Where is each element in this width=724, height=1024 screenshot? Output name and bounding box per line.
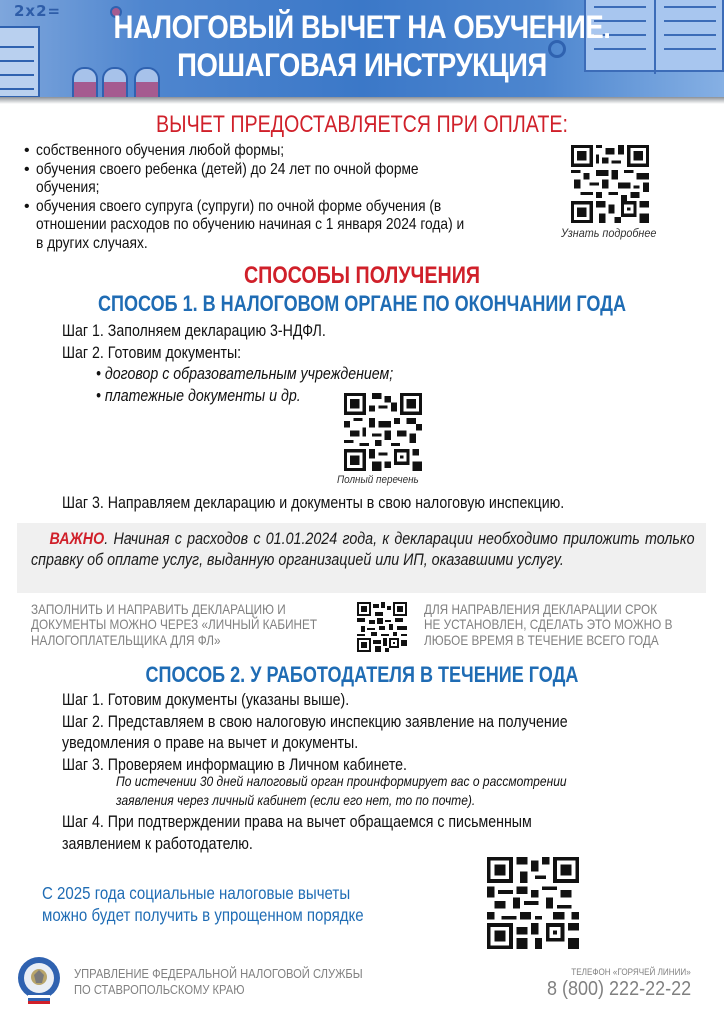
important-label: ВАЖНО xyxy=(49,529,105,548)
title-line-1: НАЛОГОВЫЙ ВЫЧЕТ НА ОБУЧЕНИЕ. xyxy=(113,9,611,45)
page-title xyxy=(51,8,674,84)
step-1: Шаг 1. Заполняем декларацию 3-НДФЛ. xyxy=(62,322,326,340)
important-text xyxy=(31,528,695,570)
qr-code-cabinet[interactable] xyxy=(357,602,407,652)
qr-code-icon xyxy=(571,145,649,223)
step-4-continued: заявлением к работодателю. xyxy=(62,834,253,853)
cabinet-note: ЗАПОЛНИТЬ И НАПРАВИТЬ ДЕКЛАРАЦИЮ И ДОКУМЕНТЫ МОЖНО ЧЕРЕЗ «ЛИЧНЫЙ КАБИНЕТ НАЛОГОПЛАТЕЛЬЩИКА ДЛЯ ФЛ» xyxy=(31,601,318,648)
deadline-note: ДЛЯ НАПРАВЛЕНИЯ ДЕКЛАРАЦИИ СРОК НЕ УСТАНОВЛЕН, СДЕЛАТЬ ЭТО МОЖНО В ЛЮБОЕ ВРЕМЯ В ТЕЧЕНИЕ ВСЕГО ГОДА xyxy=(424,601,673,648)
header-divider xyxy=(0,97,724,104)
qr-caption-learn-more: Узнать подробнее xyxy=(561,226,657,240)
step-1: Шаг 1. Готовим документы (указаны выше). xyxy=(62,691,350,709)
list-item: • договор с образовательным учреждением; xyxy=(96,365,394,383)
title-line-2: ПОШАГОВАЯ ИНСТРУКЦИЯ xyxy=(177,47,547,83)
step-4: Шаг 4. При подтверждении права на вычет обращаемся с письменным xyxy=(62,813,532,831)
step-3-note: По истечении 30 дней налоговый орган проинформирует вас о рассмотрении заявления через личный кабинет (если его нет, то по почте). xyxy=(116,773,567,808)
method-1-steps xyxy=(62,321,369,364)
list-item: • обучения своего супруга (супруги) по очной форме обучения (в отношении расходов по обучению начиная с 1 января 2024 года) и в других случаях. xyxy=(24,198,564,254)
step-2-continued: уведомления о праве на вычет и документы. xyxy=(62,734,359,752)
method-2-steps xyxy=(62,690,650,776)
list-item: • платежные документы и др. xyxy=(96,386,301,405)
method-1-heading: СПОСОБ 1. В НАЛОГОВОМ ОРГАНЕ ПО ОКОНЧАНИИ ГОДА xyxy=(97,291,627,316)
notebook-icon xyxy=(0,26,40,97)
hotline-label: ТЕЛЕФОН «ГОРЯЧЕЙ ЛИНИИ» xyxy=(571,967,691,977)
eligibility-list xyxy=(24,142,564,254)
methods-heading: СПОСОБЫ ПОЛУЧЕНИЯ xyxy=(243,262,481,289)
eligibility-heading: ВЫЧЕТ ПРЕДОСТАВЛЯЕТСЯ ПРИ ОПЛАТЕ: xyxy=(156,111,568,138)
step-3: Шаг 3. Направляем декларацию и документы в свою налоговую инспекцию. xyxy=(62,494,565,512)
qr-caption-full-list: Полный перечень xyxy=(337,474,419,486)
step-3: Шаг 3. Проверяем информацию в Личном кабинете. xyxy=(62,755,407,774)
formula-decoration: 2x2= xyxy=(14,2,62,20)
important-notice xyxy=(17,523,706,593)
qr-code-icon xyxy=(344,393,422,471)
header-banner xyxy=(0,0,724,97)
qr-code-icon xyxy=(487,857,579,949)
qr-code-full-list[interactable] xyxy=(344,393,422,471)
fns-emblem-icon xyxy=(16,955,62,1005)
list-item: • обучения своего ребенка (детей) до 24 лет по очной форме обучения; xyxy=(24,161,564,198)
list-item: • собственного обучения любой формы; xyxy=(24,142,564,161)
qr-code-icon xyxy=(357,602,407,652)
qr-code-learn-more[interactable] xyxy=(571,145,649,223)
method-1-step-3 xyxy=(62,493,646,515)
method-2-step-4 xyxy=(62,812,608,855)
step-2: Шаг 2. Готовим документы: xyxy=(62,343,242,362)
organization-name: УПРАВЛЕНИЕ ФЕДЕРАЛЬНОЙ НАЛОГОВОЙ СЛУЖБЫ ПО СТАВРОПОЛЬСКОМУ КРАЮ xyxy=(74,966,363,997)
qr-code-simplified[interactable] xyxy=(487,857,579,949)
important-body: . Начиная с расходов с 01.01.2024 года, к декларации необходимо приложить только справку об оплате услуг, выданную организацией или ИП, оказавшими услугу. xyxy=(31,529,695,569)
hotline-phone[interactable]: 8 (800) 222-22-22 xyxy=(546,978,691,1000)
step-2: Шаг 2. Представляем в свою налоговую инспекцию заявление на получение xyxy=(62,712,568,731)
method-2-heading: СПОСОБ 2. У РАБОТОДАТЕЛЯ В ТЕЧЕНИЕ ГОДА xyxy=(145,662,579,687)
simplified-procedure-note: С 2025 года социальные налоговые вычеты можно будет получить в упрощенном порядке xyxy=(42,883,364,925)
